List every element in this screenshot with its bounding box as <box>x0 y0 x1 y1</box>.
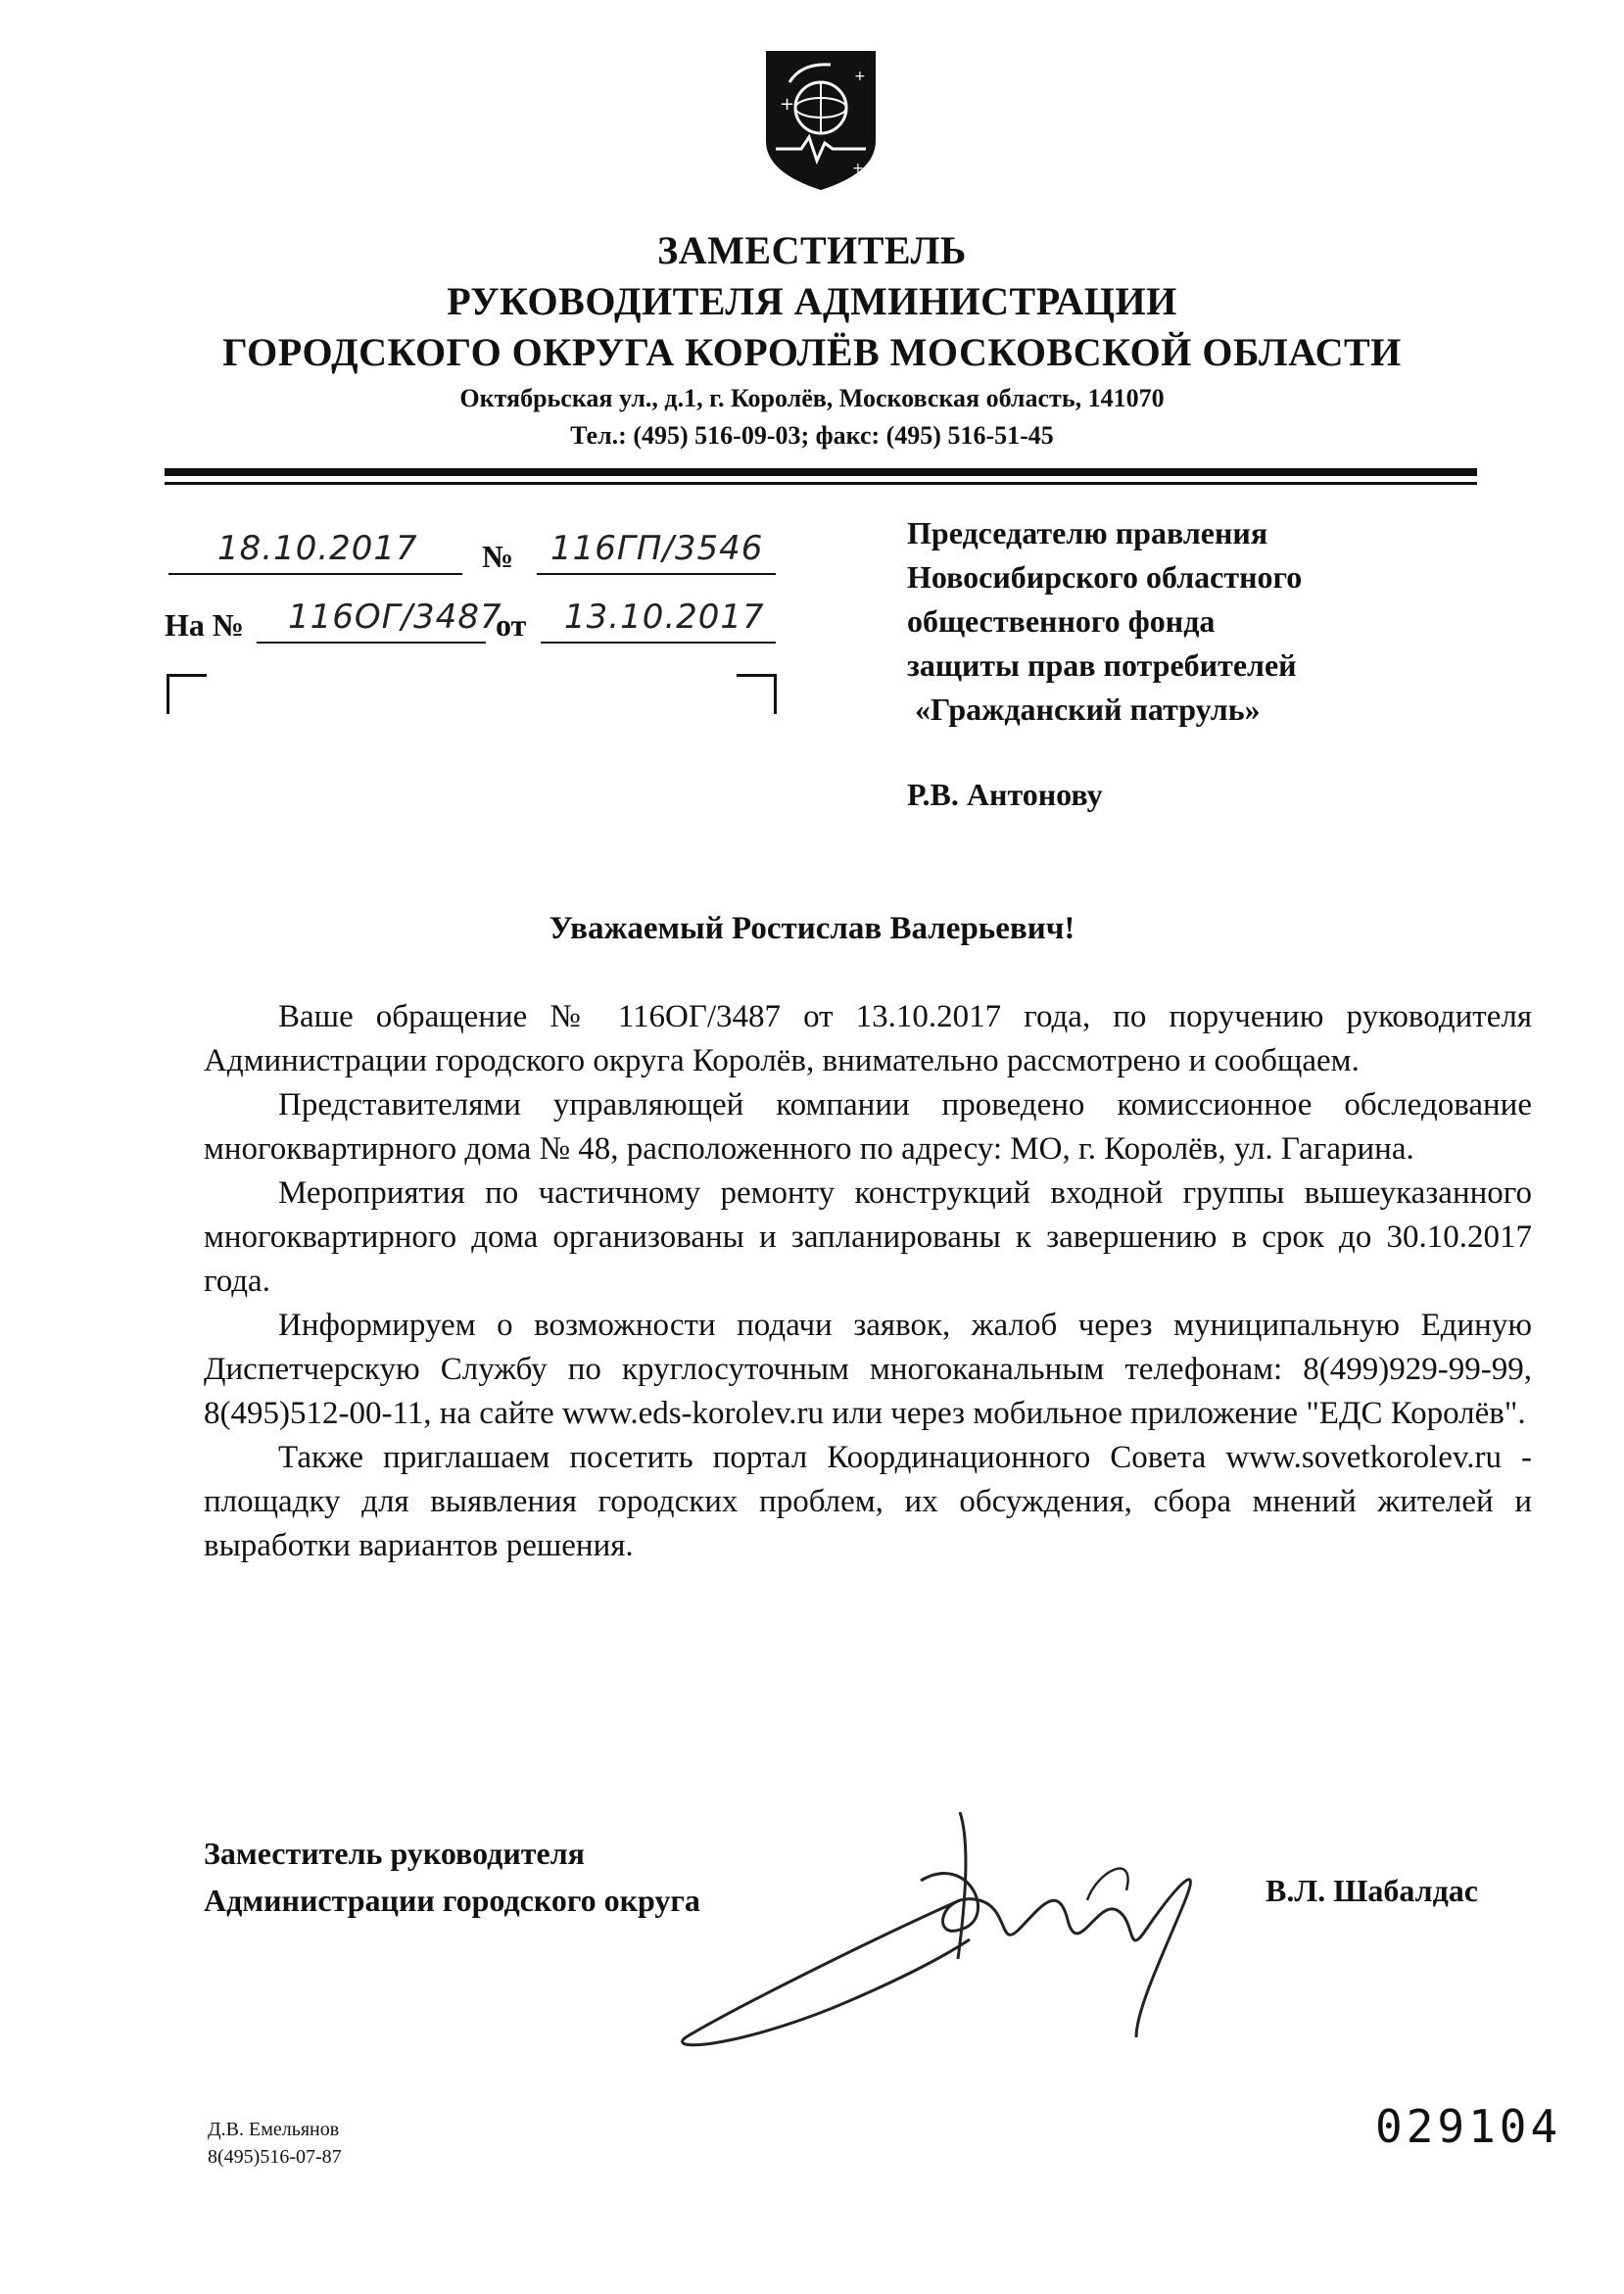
outgoing-date-line <box>168 573 462 575</box>
salutation: Уважаемый Ростислав Валерьевич! <box>549 911 1075 946</box>
header-phones: Тел.: (495) 516-09-03; факс: (495) 516-51-45 <box>570 421 1054 450</box>
addressee-line: общественного фонда <box>907 603 1216 639</box>
header-address: Октябрьская ул., д.1, г. Королёв, Московская область, 141070 <box>459 384 1165 412</box>
outgoing-number-line <box>537 573 776 575</box>
executor-block <box>208 2116 342 2171</box>
body-paragraph: Информируем о возможности подачи заявок, жалоб через муниципальную Единую Диспетчерскую Службу по круглосуточным многоканальным телефонам: 8(499)929-99-99, 8(495)512-00-11, на сайте www.eds-korolev.ru или через мобильное приложение "ЕДС Королёв". <box>204 1308 1532 1431</box>
addressee-line: защиты прав потребителей <box>907 647 1297 683</box>
signatory-name: В.Л. Шабалдас <box>1266 1873 1478 1908</box>
handwritten-signature <box>676 1812 1224 2077</box>
registration-number: 029104 <box>1375 2100 1562 2153</box>
addressee-line: «Гражданский патруль» <box>907 692 1261 727</box>
corner-mark-right <box>737 674 777 714</box>
signatory-title <box>204 1830 700 1924</box>
outgoing-number: 116ГП/3546 <box>550 529 764 568</box>
outgoing-date: 18.10.2017 <box>217 529 418 568</box>
body-paragraph: Ваше обращение № 116ОГ/3487 от 13.10.2017 года, по поручению руководителя Администрации городского округа Королёв, внимательно рассмотрено и сообщаем. <box>204 999 1532 1078</box>
corner-mark-left <box>167 674 207 714</box>
header-rule-thick <box>165 468 1477 476</box>
svg-text:+: + <box>854 69 866 84</box>
header-rule-thin <box>165 482 1477 485</box>
incoming-date: 13.10.2017 <box>564 597 765 637</box>
incoming-date-line <box>541 642 776 644</box>
body-paragraph: Мероприятия по частичному ремонту конструкций входной группы вышеуказанного многоквартирного дома организованы и запланированы к завершению в срок до 30.10.2017 года. <box>204 1175 1532 1299</box>
city-emblem-icon <box>762 47 880 194</box>
signatory-title-line2: Администрации городского округа <box>204 1883 700 1918</box>
addressee-block <box>907 511 1302 732</box>
reply-label: На № <box>165 607 245 643</box>
svg-text:+: + <box>852 161 864 176</box>
header-title-line3: ГОРОДСКОГО ОКРУГА КОРОЛЁВ МОСКОВСКОЙ ОБЛАСТИ <box>222 330 1402 374</box>
header-title-line2: РУКОВОДИТЕЛЯ АДМИНИСТРАЦИИ <box>447 279 1177 323</box>
letter-body <box>204 995 1532 1568</box>
from-label: от <box>496 607 527 643</box>
header-title-line1: ЗАМЕСТИТЕЛЬ <box>657 228 967 272</box>
addressee-line: Новосибирского областного <box>907 559 1303 595</box>
addressee-line: Председателю правления <box>907 515 1268 550</box>
number-label: № <box>482 539 514 574</box>
incoming-number: 116ОГ/3487 <box>288 597 502 637</box>
body-paragraph: Представителями управляющей компании проведено комиссионное обследование многоквартирного дома № 48, расположенного по адресу: МО, г. Королёв, ул. Гагарина. <box>204 1087 1532 1167</box>
addressee-name: Р.В. Антонову <box>907 777 1103 812</box>
incoming-number-line <box>257 642 486 644</box>
executor-name: Д.В. Емельянов <box>208 2119 340 2140</box>
svg-text:+: + <box>780 94 795 115</box>
body-paragraph: Также приглашаем посетить портал Координационного Совета www.sovetkorolev.ru - площадку для выявления городских проблем, их обсуждения, сбора мнений жителей и выработки вариантов решения. <box>204 1440 1532 1563</box>
executor-phone: 8(495)516-07-87 <box>208 2146 342 2168</box>
signatory-title-line1: Заместитель руководителя <box>204 1836 585 1871</box>
